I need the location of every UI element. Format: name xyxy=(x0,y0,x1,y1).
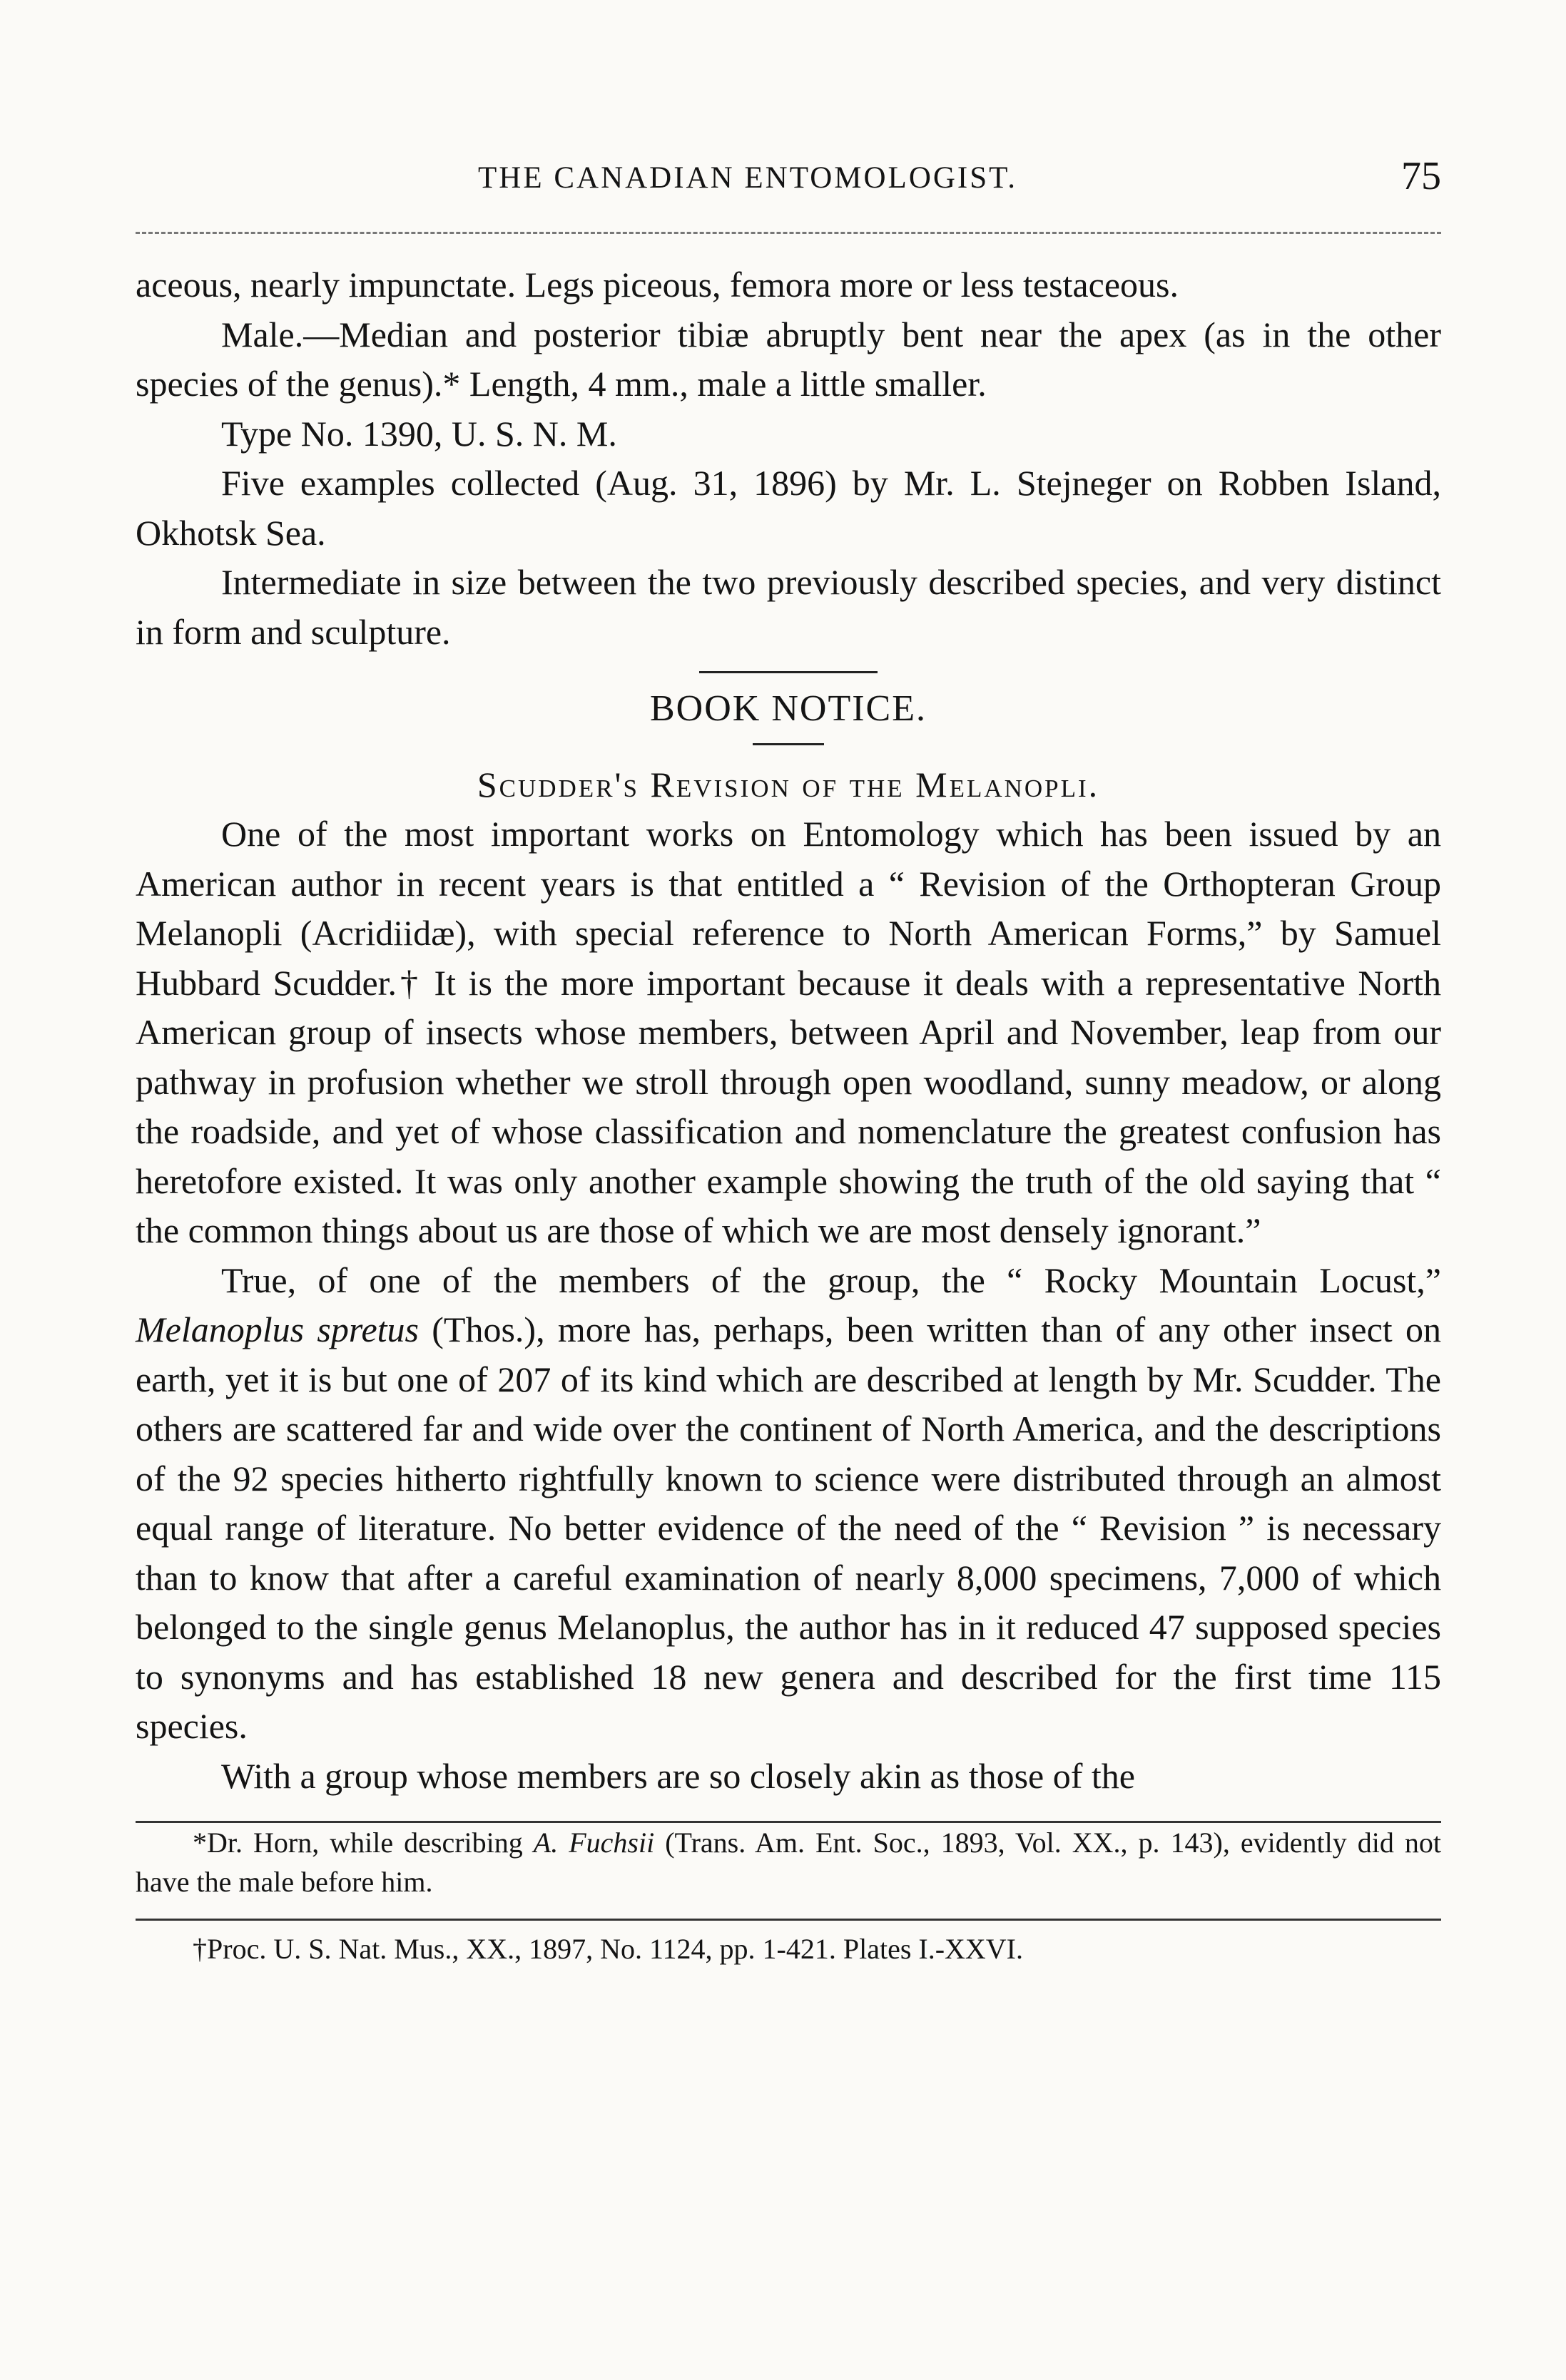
section-subheading: Scudder's Revision of the Melanopli. xyxy=(477,765,1100,805)
text-run: *Dr. Horn, while describing xyxy=(193,1827,534,1859)
page-number: 75 xyxy=(1401,154,1441,198)
text-run: True, of one of the members of the group, the “ Rocky Mountain Locust,” xyxy=(221,1260,1441,1300)
species-name: A. Fuchsii xyxy=(533,1827,655,1859)
journal-title: THE CANADIAN ENTOMOLOGIST. xyxy=(478,161,1017,195)
text-run: (Trans. Am. Ent. Soc., 1893, Vol. XX., p. 143), evidently did not have the male before him. xyxy=(136,1827,1441,1898)
body-text xyxy=(136,260,1441,1968)
paragraph: One of the most important works on Entomology which has been issued by an American author in recent years is that entitled a “ Revision of the Orthopteran Group Melanopli (Acridiidæ), with special reference to North American Forms,” by Samuel Hubbard Scudder.† It is the more important because it deals with a representative North American group of insects whose members, between April and November, leap from our pathway in profusion whether we stroll through open woodland, sunny meadow, or along the roadside, and yet of whose classification and nomenclature the greatest confusion has heretofore existed. It was only another example showing the truth of the old saying that “ the common things about us are those of which we are most densely ignorant.” xyxy=(136,814,1441,1250)
heading-divider xyxy=(753,743,824,745)
footnote xyxy=(136,1823,1441,1901)
paragraph: Five examples collected (Aug. 31, 1896) by Mr. L. Stejneger on Robben Island, Okhotsk Sea. xyxy=(136,463,1441,553)
paragraph: Type No. 1390, U. S. N. M. xyxy=(221,413,617,454)
species-name: Melanoplus spretus xyxy=(136,1309,419,1349)
text-run: (Thos.), more has, perhaps, been written than of any other insect on earth, yet it is but one of 207 of its kind which are described at length by Mr. Scudder. The others are scattered far and wide over the continent of North America, and the descriptions of the 92 species hitherto rightfully known to science were distributed through an almost equal range of literature. No better evidence of the need of the “ Revision ” is necessary than to know that after a careful examination of nearly 8,000 specimens, 7,000 of which belonged to the single genus Melanoplus, the author has in it reduced 47 supposed species to synonyms and has established 18 new genera and described for the first time 115 species. xyxy=(136,1309,1441,1746)
paragraph: Intermediate in size between the two previously described species, and very distinct in form and sculpture. xyxy=(136,562,1441,652)
page xyxy=(136,0,1441,2380)
paragraph: With a group whose members are so closely akin as those of the xyxy=(221,1755,1135,1796)
header-rule xyxy=(136,232,1441,234)
footnote-rule xyxy=(136,1919,1441,1921)
footnote: †Proc. U. S. Nat. Mus., XX., 1897, No. 1124, pp. 1-421. Plates I.-XXVI. xyxy=(193,1933,1024,1965)
running-header xyxy=(136,153,1441,210)
section-divider xyxy=(699,671,878,673)
section-heading: BOOK NOTICE. xyxy=(650,688,927,729)
paragraph: aceous, nearly impunctate. Legs piceous, femora more or less testaceous. xyxy=(136,265,1179,305)
paragraph xyxy=(136,1256,1441,1752)
paragraph: Male.—Median and posterior tibiæ abruptly bent near the apex (as in the other species of the genus).* Length, 4 mm., male a little smaller. xyxy=(136,314,1441,404)
